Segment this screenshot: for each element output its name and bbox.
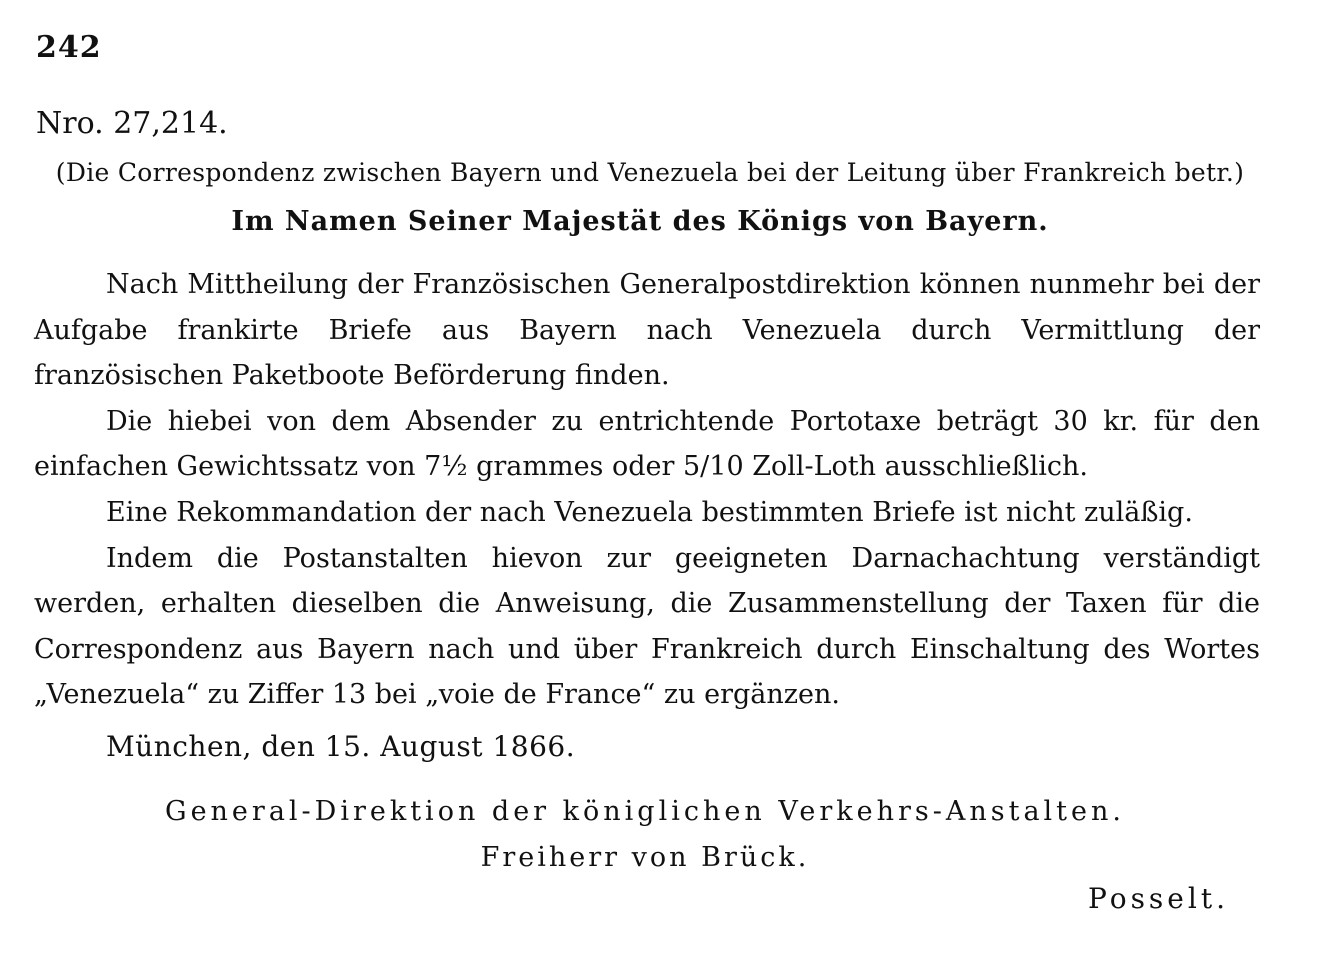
paragraph: Eine Rekommandation der nach Venezuela bestimmten Briefe ist nicht zuläßig. (106, 496, 1193, 528)
document-subject: (Die Correspondenz zwischen Bayern und Venezuela bei der Leitung über Frankreich betr.) (55, 158, 1245, 187)
royal-invocation: Im Namen Seiner Majestät des Königs von Bayern. (231, 206, 1049, 237)
date-line: München, den 15. August 1866. (106, 730, 576, 763)
document-body (34, 262, 1260, 718)
paragraph: Nach Mittheilung der Französischen Generalpostdirektion können nunmehr bei der Aufgabe frankirte Briefe aus Bayern nach Venezuela durch Vermittlung der französischen Paketboote Beförderung finden. (34, 269, 1260, 392)
document-number: Nro. 27,214. (36, 106, 228, 141)
paragraph: Die hiebei von dem Absender zu entrichtende Portotaxe beträgt 30 kr. für den einfachen Gewichtssatz von 7½ grammes oder 5/10 Zoll-Loth ausschließlich. (34, 405, 1260, 483)
page-number: 242 (36, 30, 102, 65)
paragraph: Indem die Postanstalten hievon zur geeigneten Darnachachtung verständigt werden, erhalten dieselben die Anweisung, die Zusammenstellung der Taxen für die Correspondenz aus Bayern nach und über Frankreich durch Einschaltung des Wortes „Venezuela“ zu Ziffer 13 bei „voie de France“ zu ergänzen. (34, 542, 1260, 711)
signatory: Freiherr von Brück. (480, 842, 810, 873)
countersignature: Posselt. (1088, 882, 1229, 915)
issuing-authority: General-Direktion der königlichen Verkehrs-Anstalten. (165, 796, 1125, 827)
